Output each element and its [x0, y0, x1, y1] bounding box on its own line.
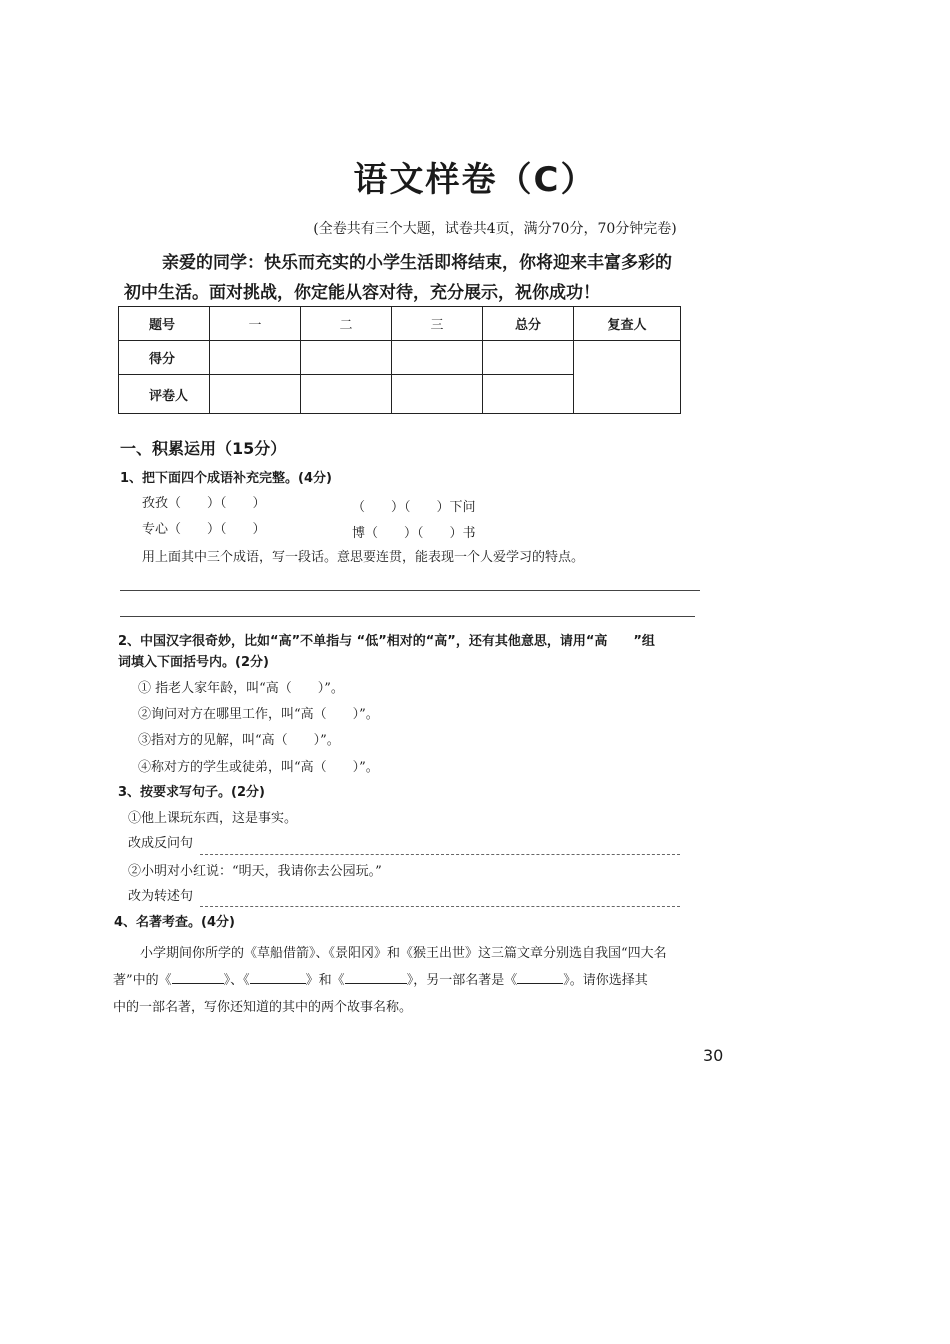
score-row: [119, 341, 681, 375]
section-1-heading: 一、积累运用（15分）: [120, 439, 287, 458]
q4-line-2-part-b: 》、《: [223, 973, 250, 988]
q2-prompt-line-1: 2、中国汉字很奇妙，比如“高”不单指与 “低”相对的“高”，还有其他意思，请用“高 ”组: [118, 634, 655, 649]
q2-item-4: ④称对方的学生或徒弟，叫“高（ ）”。: [138, 760, 379, 775]
q2-prompt-line-2: 词填入下面括号内。(2分): [118, 655, 269, 670]
q2-item-1: ① 指老人家年龄，叫“高（ ）”。: [138, 681, 344, 696]
q2-item-2: ②询问对方在哪里工作，叫“高（ ）”。: [138, 707, 379, 722]
exam-title: 语文样卷（C）: [353, 160, 597, 200]
q1-idiom-2: （ ）（ ）下问: [352, 500, 476, 515]
q4-line-3: 中的一部名著，写你还知道的其中的两个故事名称。: [113, 1000, 413, 1015]
q4-line-2-part-c: 》和《: [305, 973, 345, 988]
grader-cell: [301, 375, 392, 414]
q3-prompt: 3、按要求写句子。(2分): [118, 785, 265, 800]
exam-subtitle: (全卷共有三个大题，试卷共4页，满分70分，70分钟完卷): [313, 221, 677, 237]
q1-instruction: 用上面其中三个成语，写一段话。意思要连贯，能表现一个人爱学习的特点。: [142, 550, 585, 565]
intro-line-1: 亲爱的同学：快乐而充实的小学生活即将结束，你将迎来丰富多彩的: [162, 253, 672, 273]
q4-line-2: [113, 969, 648, 988]
header-cell-reviewer: 复查人: [574, 307, 681, 341]
score-table: [118, 306, 681, 414]
answer-line: [120, 590, 700, 591]
page-number: 30: [703, 1046, 724, 1065]
q1-prompt: 1、把下面四个成语补充完整。(4分): [120, 471, 332, 486]
score-cell: [210, 341, 301, 375]
fill-blank[interactable]: [172, 969, 224, 984]
header-cell-question-no: 题号: [119, 307, 210, 341]
q4-prompt: 4、名著考查。(4分): [114, 915, 235, 930]
score-cell: [392, 341, 483, 375]
grader-cell: [210, 375, 301, 414]
header-cell-1: 一: [210, 307, 301, 341]
answer-line: [200, 854, 680, 855]
q4-line-2-part-e: 》。请你选择其: [563, 973, 648, 988]
fill-blank[interactable]: [250, 969, 306, 984]
answer-line: [200, 906, 680, 907]
grader-cell: [483, 375, 574, 414]
header-cell-total: 总分: [483, 307, 574, 341]
header-cell-3: 三: [392, 307, 483, 341]
q1-idiom-4: 博（ ）（ ）书: [352, 526, 476, 541]
q3-sentence-2: ②小明对小红说：“明天，我请你去公园玩。”: [128, 864, 382, 879]
q3-sentence-1: ①他上课玩东西，这是事实。: [128, 811, 298, 826]
q3-task-1: 改成反问句: [128, 836, 194, 851]
fill-blank[interactable]: [517, 969, 563, 984]
q1-idiom-3: 专心（ ）（ ）: [142, 522, 266, 537]
q4-line-2-part-d: 》，另一部名著是《: [406, 973, 518, 988]
score-table-header-row: [119, 307, 681, 341]
header-cell-2: 二: [301, 307, 392, 341]
grader-cell: [392, 375, 483, 414]
intro-line-2: 初中生活。面对挑战，你定能从容对待，充分展示，祝你成功！: [124, 283, 600, 303]
row-label-grader: 评卷人: [119, 375, 210, 414]
q4-line-1: 小学期间你所学的《草船借箭》、《景阳冈》和《猴王出世》这三篇文章分别选自我国“四大名: [140, 946, 667, 961]
score-cell: [483, 341, 574, 375]
fill-blank[interactable]: [345, 969, 407, 984]
q4-line-2-part-a: 著”中的《: [113, 973, 172, 988]
row-label-score: 得分: [119, 341, 210, 375]
q2-item-3: ③指对方的见解，叫“高（ ）”。: [138, 733, 340, 748]
q1-idiom-1: 孜孜（ ）（ ）: [142, 496, 266, 511]
q3-task-2: 改为转述句: [128, 889, 194, 904]
answer-line: [120, 616, 695, 617]
reviewer-cell: [574, 341, 681, 414]
score-cell: [301, 341, 392, 375]
